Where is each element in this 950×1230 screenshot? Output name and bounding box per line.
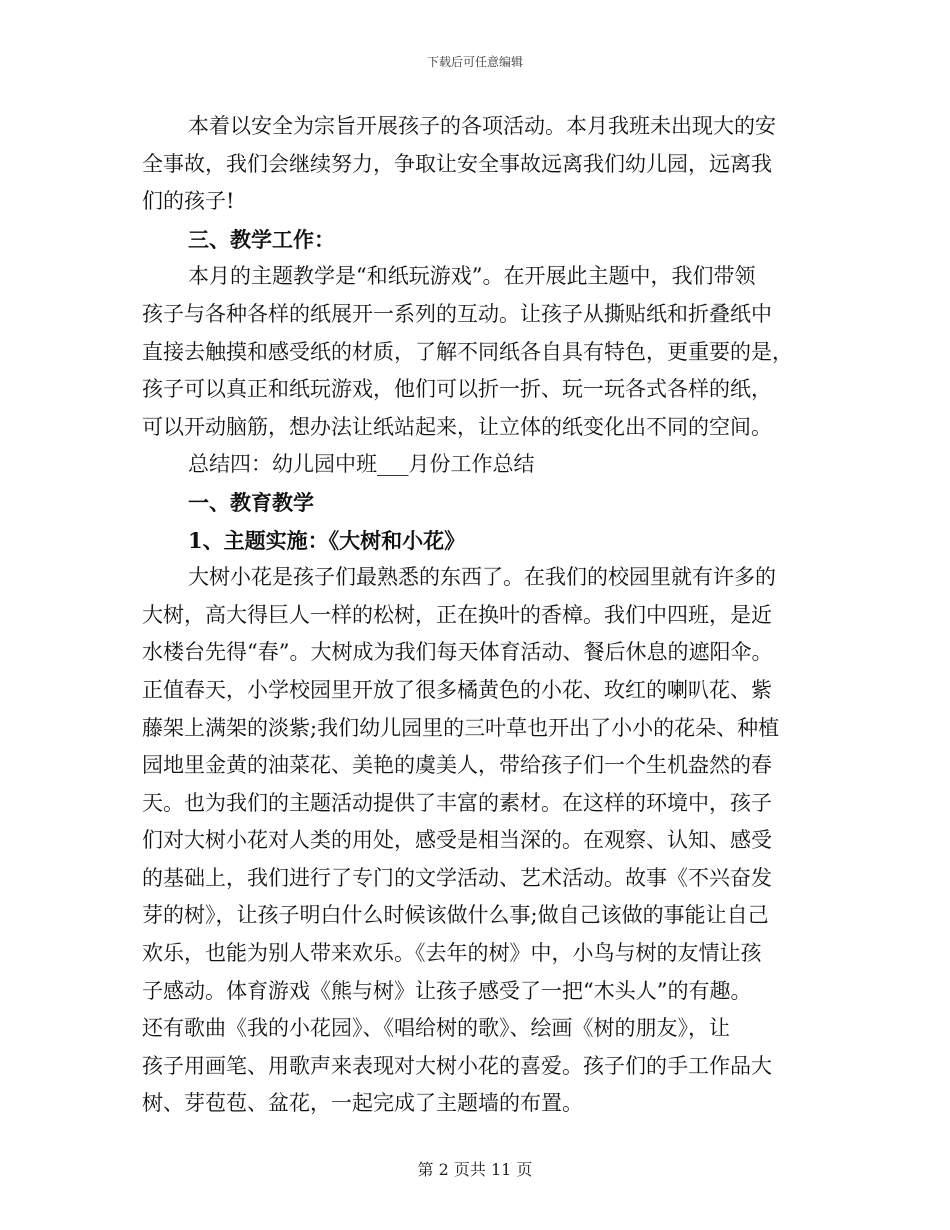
page-number-footer: 第 2 页共 11 页 (417, 1160, 533, 1179)
paragraph-line: 全事故，我们会继续努力，争取让安全事故远离我们幼儿园，远离我 (142, 151, 772, 176)
paragraph-line: 子感动。体育游戏《熊与树》让孩子感受了一把“木头人”的有趣。 (142, 978, 752, 1003)
paragraph-line: 直接去触摸和感受纸的材质，了解不同纸各自具有特色，更重要的是， (142, 339, 793, 364)
section-heading: 一、教育教学 (188, 489, 314, 515)
paragraph-line: 可以开动脑筋，想办法让纸站起来，让立体的纸变化出不同的空间。 (142, 414, 772, 439)
paragraph-line: 天。也为我们的主题活动提供了丰富的素材。在这样的环境中，孩子 (142, 790, 772, 815)
summary-title: 总结四：幼儿园中班___月份工作总结 (188, 452, 535, 477)
paragraph-line: 欢乐，也能为别人带来欢乐。《去年的树》中，小鸟与树的友情让孩 (142, 941, 762, 966)
paragraph-line: 还有歌曲《我的小花园》、《唱给树的歌》、绘画《树的朋友》，让 (142, 1016, 730, 1041)
paragraph-line: 藤架上满架的淡紫;我们幼儿园里的三叶草也开出了小小的花朵、种植 (142, 715, 780, 740)
paragraph-line: 本月的主题教学是“和纸玩游戏”。在开展此主题中，我们带领 (188, 264, 756, 289)
section-heading: 三、教学工作： (188, 226, 335, 252)
paragraph-line: 本着以安全为宗旨开展孩子的各项活动。本月我班未出现大的安 (188, 114, 776, 138)
paragraph-line: 正值春天，小学校园里开放了很多橘黄色的小花、玫红的喇叭花、紫 (142, 677, 772, 702)
paragraph-line: 水楼台先得“春”。大树成为我们每天体育活动、餐后休息的遮阳伞。 (142, 640, 773, 665)
paragraph-line: 大树小花是孩子们最熟悉的东西了。在我们的校园里就有许多的 (188, 565, 776, 590)
paragraph-line: 们对大树小花对人类的用处，感受是相当深的。在观察、认知、感受 (142, 828, 772, 853)
paragraph-line: 孩子可以真正和纸玩游戏，他们可以折一折、玩一玩各式各样的纸， (142, 377, 772, 402)
paragraph-line: 的基础上，我们进行了专门的文学活动、艺术活动。故事《不兴奋发 (142, 865, 772, 890)
paragraph-line: 孩子用画笔、用歌声来表现对大树小花的喜爱。孩子们的手工作品大 (142, 1053, 772, 1078)
paragraph-line: 们的孩子! (142, 189, 235, 214)
document-body (142, 108, 810, 1123)
paragraph-line: 树、芽苞苞、盆花，一起完成了主题墙的布置。 (142, 1091, 583, 1116)
page-header: 下载后可任意编辑 (426, 55, 523, 69)
paragraph-line: 大树，高大得巨人一样的松树，正在换叶的香樟。我们中四班，是近 (142, 602, 772, 627)
paragraph-line: 芽的树》，让孩子明白什么时候该做什么事;做自己该做的事能让自己 (142, 903, 769, 928)
subsection-heading: 1、主题实施：《大树和小花》 (188, 527, 466, 553)
paragraph-line: 孩子与各种各样的纸展开一系列的互动。让孩子从撕贴纸和折叠纸中 (142, 301, 772, 326)
paragraph-line: 园地里金黄的油菜花、美艳的虞美人，带给孩子们一个生机盎然的春 (142, 753, 772, 778)
